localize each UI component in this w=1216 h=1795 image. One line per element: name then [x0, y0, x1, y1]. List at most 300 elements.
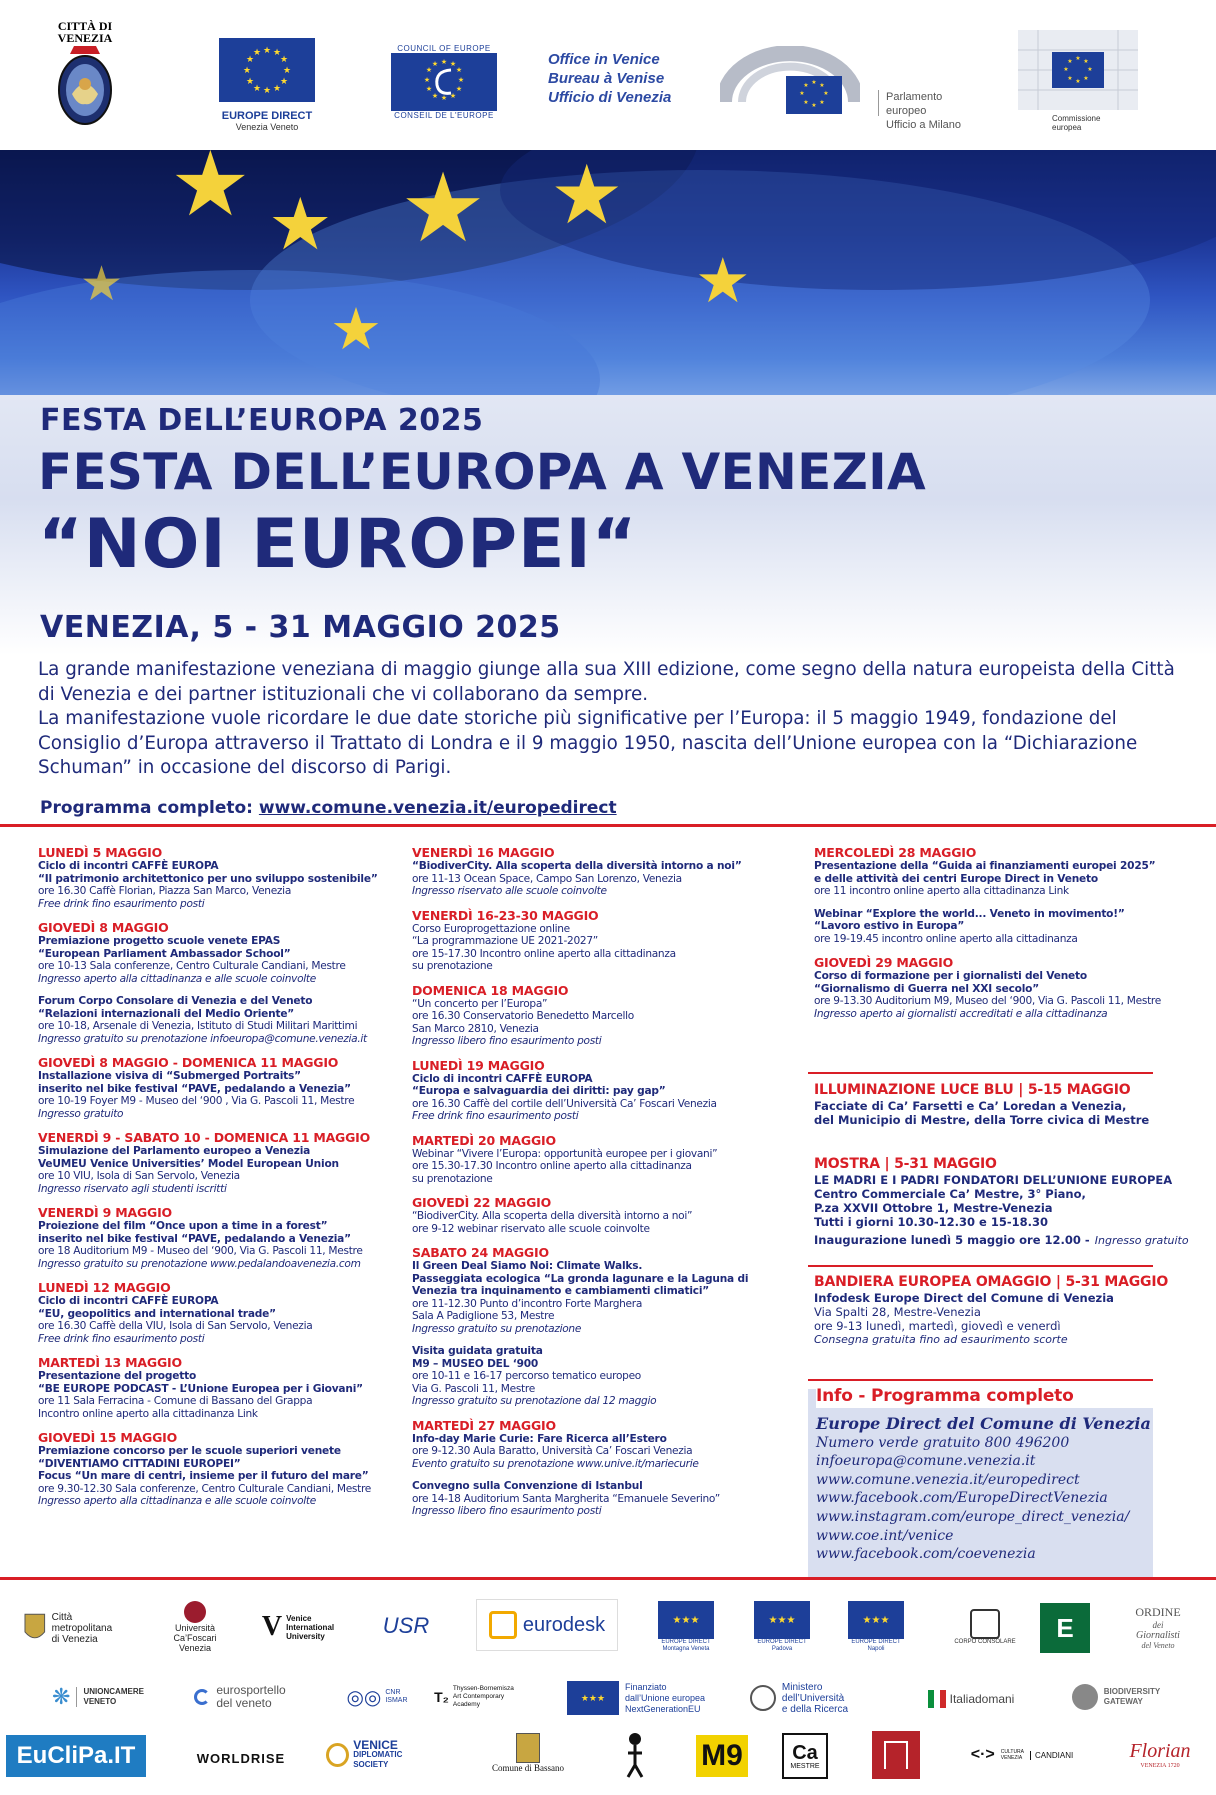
bandiera-line1: Infodesk Europe Direct del Comune di Venezia	[814, 1291, 1114, 1305]
viu-mark-icon: V	[261, 1611, 283, 1642]
thyssen-l3: Academy	[452, 1701, 480, 1708]
consolare-text: CORPO CONSOLARE	[954, 1639, 1016, 1645]
svg-text:★: ★	[252, 48, 262, 58]
ed-flag-icon: ★★★	[658, 1601, 714, 1639]
svg-text:★: ★	[455, 66, 463, 74]
event-title: “Il patrimonio architettonico per uno sviluppo sostenibile”	[38, 872, 378, 885]
italiadomani-logo	[916, 1679, 1026, 1719]
info-email[interactable]: infoeuropa@comune.venezia.it	[816, 1453, 1036, 1470]
red-building-logo-icon	[872, 1731, 920, 1779]
event-title: M9 – MUSEO DEL ‘900	[412, 1357, 539, 1370]
event-date: MARTEDÌ 27 MAGGIO	[412, 1417, 556, 1433]
info-box	[808, 1386, 1153, 1580]
event-detail: ore 16.30 Conservatorio Benedetto Marcello	[412, 1010, 634, 1022]
cnr-ismar-logo	[332, 1677, 422, 1717]
vds-l2: DIPLOMATIC SOCIETY	[353, 1750, 403, 1769]
event-detail: Corso Europrogettazione online	[412, 922, 570, 935]
info-coe-link[interactable]: www.coe.int/venice	[816, 1527, 954, 1544]
florian-name: Florian	[1129, 1739, 1191, 1762]
event-title: Passeggiata ecologica “La gronda lagunare e la Laguna di	[412, 1272, 749, 1285]
office-line1: Office in Venice	[548, 51, 660, 68]
event-date: GIOVEDÌ 8 MAGGIO	[38, 920, 169, 935]
svg-text:★: ★	[431, 60, 439, 68]
coe-bottom-text: CONSEIL DE L'EUROPE	[394, 111, 494, 120]
event-title: Presentazione della “Guida ai finanziamenti europei 2025”	[814, 860, 1156, 872]
mostra-inaug: Inaugurazione lunedì 5 maggio ore 12.00 -	[814, 1233, 1090, 1247]
flag-star-icon: ★	[550, 150, 624, 243]
event-note: Ingresso aperto alla cittadinanza e alle scuole coinvolte	[38, 1495, 316, 1507]
event-note[interactable]: Ingresso gratuito su prenotazione www.pedalandoavenezia.com	[38, 1257, 361, 1270]
svg-text:★: ★	[279, 77, 289, 87]
unioncamere-l1: UNIONCAMERE	[83, 1687, 144, 1696]
m9-logo: M9	[696, 1735, 748, 1777]
event-detail: ore 10 VIU, Isola di San Servolo, Venezia	[38, 1170, 240, 1182]
cafoscari-l1: Università	[174, 1623, 215, 1633]
event-title: e delle attività dei centri Europe Direct in Veneto	[814, 872, 1098, 885]
consolare-seal-icon	[970, 1609, 1000, 1639]
svg-text:★: ★	[811, 102, 817, 109]
info-heading: Info - Programma completo	[816, 1384, 1153, 1408]
ordine-l3: Giornalisti	[1136, 1629, 1180, 1641]
mur-l2: dell’Università	[781, 1692, 845, 1704]
red-divider-top	[0, 824, 1216, 827]
event-detail: ore 16.30 Caffè del cortile dell’Università Ca’ Foscari Venezia	[412, 1097, 717, 1110]
event-detail: ore 15-17.30 Incontro online aperto alla cittadinanza	[412, 947, 676, 960]
cnr-l2: ISMAR	[385, 1697, 408, 1704]
flag-star-icon: ★	[695, 244, 751, 317]
event-detail: ore 11-12.30 Punto d’incontro Forte Marghera	[412, 1297, 643, 1310]
ed-flag-icon: ★★★	[754, 1601, 810, 1639]
svg-text:★: ★	[262, 46, 272, 56]
event-title: “Lavoro estivo in Europa”	[814, 920, 965, 932]
svg-text:★: ★	[425, 66, 433, 74]
event-detail: ore 10-19 Foyer M9 - Museo del ‘900 , Via G. Pascoli 11, Mestre	[38, 1095, 355, 1107]
office-line3: Ufficio di Venezia	[548, 89, 672, 106]
program-event	[412, 1245, 804, 1335]
ed-montagna-logo	[656, 1595, 716, 1659]
svg-text:★: ★	[819, 82, 825, 89]
programma-completo-line	[40, 798, 617, 818]
europe-direct-sub: Venezia Veneto	[235, 122, 299, 132]
event-title: Convegno sulla Convenzione di Istanbul	[412, 1480, 643, 1492]
mostra-line2: Centro Commerciale Ca’ Mestre, 3° Piano,	[814, 1187, 1086, 1201]
event-detail: ore 16.30 Caffè della VIU, Isola di San Servolo, Venezia	[38, 1320, 313, 1332]
program-event	[412, 1195, 804, 1235]
event-detail: “Un concerto per l’Europa”	[412, 997, 548, 1010]
event-title: inserito nel bike festival “PAVE, pedalando a Venezia”	[38, 1082, 351, 1095]
cultura-venezia-logo	[962, 1737, 1082, 1773]
header-logo-bar	[0, 0, 1216, 150]
svg-text:★: ★	[440, 94, 448, 102]
ed-flag-icon: ★★★	[848, 1601, 904, 1639]
euclipa-logo: EuCliPa.IT	[6, 1735, 146, 1777]
europe-direct-logo	[212, 30, 322, 140]
event-detail[interactable]: ore 11 incontro online aperto alla cittadinanza Link	[814, 885, 1069, 897]
bandiera-line4: Consegna gratuita fino ad esaurimento scorte	[814, 1333, 1068, 1346]
svg-text:★: ★	[279, 55, 289, 65]
event-date: VENERDÌ 9 MAGGIO	[38, 1205, 172, 1220]
svg-text:★: ★	[803, 82, 809, 89]
programma-label: Programma completo:	[40, 798, 253, 818]
event-note[interactable]: Evento gratuito su prenotazione www.unive.it/mariecurie	[412, 1457, 699, 1470]
event-note[interactable]: Ingresso gratuito su prenotazione	[412, 1322, 582, 1335]
event-note[interactable]: Ingresso gratuito su prenotazione infoeuropa@comune.venezia.it	[38, 1032, 367, 1045]
event-note: Ingresso gratuito su prenotazione dal 12 maggio	[412, 1395, 657, 1407]
europe-direct-name: EUROPE DIRECT	[221, 110, 313, 122]
svg-text:★: ★	[245, 77, 255, 87]
event-title: Il Green Deal Siamo Noi: Climate Walks.	[412, 1260, 643, 1272]
event-date: GIOVEDÌ 8 MAGGIO - DOMENICA 11 MAGGIO	[38, 1055, 339, 1070]
festa-2025-title: FESTA DELL’EUROPA 2025	[40, 403, 484, 438]
mostra-line4: Tutti i giorni 10.30-12.30 e 15-18.30	[814, 1215, 1049, 1229]
flag-star-icon: ★	[170, 150, 251, 237]
ed-napoli-logo	[846, 1595, 906, 1659]
ca-mestre-logo	[782, 1733, 828, 1779]
program-event	[38, 1055, 408, 1120]
event-title: “European Parliament Ambassador School”	[38, 947, 291, 960]
usr-veneto-logo: USR	[382, 1613, 430, 1638]
event-title: Premiazione concorso per le scuole superiori venete	[38, 1445, 341, 1457]
event-title: inserito nel bike festival “PAVE, pedalando a Venezia”	[38, 1232, 351, 1245]
event-date: LUNEDÌ 19 MAGGIO	[412, 1057, 545, 1073]
eu-flag-icon: ★★★	[567, 1681, 619, 1715]
mostra-line3: P.za XXVII Ottobre 1, Mestre-Venezia	[814, 1201, 1053, 1215]
commission-line1: Commissione	[1052, 114, 1101, 123]
luce-blu-line1: Facciate di Ca’ Farsetti e Ca’ Loredan a Venezia,	[814, 1099, 1127, 1113]
svg-text:★: ★	[1063, 66, 1069, 73]
commission-text	[1018, 114, 1138, 132]
cultura-arrows-icon: <·>	[970, 1746, 995, 1763]
camestre-l1: Ca	[792, 1741, 818, 1764]
program-event	[38, 845, 408, 910]
cafoscari-l3: Venezia	[178, 1643, 211, 1653]
ordine-l4: del Veneto	[1141, 1640, 1175, 1650]
event-detail: “La programmazione UE 2021-2027”	[412, 935, 598, 947]
info-instagram-link[interactable]: www.instagram.com/europe_direct_venezia/	[816, 1508, 1130, 1525]
svg-text:★: ★	[1075, 55, 1081, 62]
dates-title: VENEZIA, 5 - 31 MAGGIO 2025	[40, 610, 561, 645]
venice-crest-icon	[56, 44, 114, 126]
camestre-l2: MESTRE	[790, 1762, 820, 1770]
ed-padova-logo	[752, 1595, 812, 1659]
info-phone: Numero verde gratuito 800 496200	[816, 1434, 1070, 1451]
info-org-name: Europe Direct del Comune di Venezia	[816, 1414, 1151, 1433]
svg-text:★: ★	[272, 84, 282, 94]
vds-l1: VENICE	[353, 1738, 398, 1752]
viu-l2: International	[286, 1622, 335, 1632]
program-event	[814, 955, 1214, 1020]
mostra-block	[814, 1156, 1214, 1248]
event-title: Ciclo di incontri CAFFÈ EUROPA	[38, 1295, 219, 1307]
event-detail: ore 18 Auditorium M9 - Museo del ‘900, Via G. Pascoli 11, Mestre	[38, 1245, 363, 1257]
eurosportello-l1: eurosportello	[216, 1683, 286, 1697]
program-column-3	[814, 845, 1214, 1030]
program-event	[412, 1058, 804, 1123]
event-title: “Europa e salvaguardia dei diritti: pay gap”	[412, 1085, 666, 1097]
event-detail: ore 9-12 webinar riservato alle scuole coinvolte	[412, 1222, 650, 1235]
ed-mv-l2: Montagna Veneta	[662, 1646, 710, 1652]
event-title: Forum Corpo Consolare di Venezia e del Veneto	[38, 995, 313, 1007]
event-date: VENERDÌ 9 - SABATO 10 - DOMENICA 11 MAGGIO	[38, 1130, 371, 1145]
event-date: GIOVEDÌ 29 MAGGIO	[814, 955, 954, 970]
svg-text:★: ★	[1067, 75, 1073, 82]
event-detail: ore 16.30 Caffè Florian, Piazza San Marco, Venezia	[38, 885, 292, 897]
event-detail: “BiodiverCity. Alla scoperta della diversità intorno a noi”	[412, 1210, 693, 1222]
flag-star-icon: ★	[268, 182, 333, 266]
program-event	[814, 845, 1214, 898]
flag-star-icon: ★	[330, 295, 382, 363]
candiani-text: CANDIANI	[1030, 1751, 1073, 1760]
svg-text:★: ★	[1083, 75, 1089, 82]
partner-logos	[0, 1585, 1216, 1795]
svg-text:★: ★	[449, 92, 457, 100]
parlamento-europeo-logo	[720, 46, 980, 131]
event-date: DOMENICA 18 MAGGIO	[412, 982, 569, 998]
event-note: Ingresso riservato agli studenti iscritti	[38, 1182, 227, 1195]
italiadomani-text: Italiadomani	[949, 1692, 1015, 1706]
thyssen-l1: Thyssen-Bornemisza	[452, 1685, 514, 1692]
svg-text:★: ★	[457, 76, 465, 84]
event-detail: ore 11 Sala Ferracina - Comune di Bassano del Grappa	[38, 1395, 313, 1407]
event-detail: ore 10-13 Sala conferenze, Centro Culturale Candiani, Mestre	[38, 960, 346, 972]
svg-text:★: ★	[245, 55, 255, 65]
event-detail: ore 15.30-17.30 Incontro online aperto alla cittadinanza	[412, 1160, 692, 1172]
bassano-text: Comune di Bassano	[492, 1763, 564, 1773]
worldrise-logo: WORLDRISE	[196, 1750, 286, 1766]
event-title: Venezia tra inquinamento e cambiamenti climatici”	[412, 1285, 710, 1297]
comune-bassano-logo	[480, 1725, 576, 1781]
svg-text:★: ★	[1067, 58, 1073, 65]
parliament-divider	[878, 90, 879, 116]
event-title: Visita guidata gratuita	[412, 1345, 543, 1357]
event-title: Installazione visiva di “Submerged Portraits”	[38, 1070, 301, 1082]
metro-crest-icon	[24, 1612, 46, 1644]
florian-sub: VENEZIA 1720	[1140, 1762, 1180, 1769]
event-title: “BE EUROPE PODCAST - L’Unione Europea per i Giovani”	[38, 1382, 363, 1395]
event-date: SABATO 24 MAGGIO	[412, 1245, 549, 1260]
eurosportello-l2: del veneto	[216, 1696, 272, 1710]
program-event	[814, 908, 1214, 946]
event-title: “Relazioni internazionali del Medio Oriente”	[38, 1007, 295, 1020]
intro-paragraph-2: La manifestazione vuole ricordare le due date storiche più significative per l’Europa: il 5 maggio 1949, fondazione del Consiglio d’Europa attraverso il Trattato di Londra e il 9 maggio 1950, nascita dell’Unione europea con la “Dichiarazione Schuman” in occasione del discorso di Parigi.	[38, 708, 1138, 778]
ca-foscari-logo	[160, 1595, 230, 1659]
ordine-giornalisti-logo	[1118, 1597, 1198, 1657]
mostra-heading: MOSTRA | 5-31 MAGGIO	[814, 1156, 997, 1172]
parliament-line2: Ufficio a Milano	[886, 119, 961, 131]
info-facebook-link[interactable]: www.facebook.com/EuropeDirectVenezia	[816, 1490, 1108, 1507]
event-title: Premiazione progetto scuole venete EPAS	[38, 935, 281, 947]
program-event	[412, 983, 804, 1048]
program-event	[38, 920, 408, 985]
title-area	[0, 395, 1216, 655]
ordine-l2: dei	[1152, 1619, 1164, 1630]
event-title: Focus “Un mare di centri, insieme per il futuro del mare”	[38, 1470, 369, 1482]
eurodesk-logo	[476, 1599, 618, 1651]
flag-star-icon: ★	[400, 152, 487, 264]
info-coe-facebook-link[interactable]: www.facebook.com/coevenezia	[816, 1546, 1036, 1563]
event-title: VeUMEU Venice Universities’ Model European Union	[38, 1157, 339, 1170]
parliament-line1: Parlamento europeo	[886, 91, 943, 117]
coe-emblem-icon	[391, 53, 497, 111]
thyssen-l2: Art Contemporary	[452, 1693, 505, 1700]
parliament-hemicycle-icon	[720, 46, 860, 120]
program-event	[412, 1133, 804, 1186]
bandiera-block	[814, 1274, 1214, 1347]
event-detail: ore 11-13 Ocean Space, Campo San Lorenzo, Venezia	[412, 872, 682, 885]
svg-text:★: ★	[282, 66, 292, 76]
eurosportello-logo	[180, 1677, 300, 1717]
event-note: Ingresso riservato alle scuole coinvolte	[412, 885, 607, 897]
viu-l3: University	[286, 1631, 325, 1641]
commission-line2: europea	[1052, 123, 1082, 132]
svg-text:★: ★	[252, 84, 262, 94]
event-note: Free drink fino esaurimento posti	[38, 897, 205, 910]
eurosportello-icon	[194, 1689, 210, 1705]
corpo-consolare-logo	[940, 1599, 1030, 1655]
red-divider-bottom	[0, 1577, 1216, 1580]
eu-flag-icon	[219, 38, 315, 102]
noi-europei-title: “NOI EUROPEI“	[38, 505, 638, 584]
intro-paragraph-1: La grande manifestazione veneziana di maggio giunge alla sua XIII edizione, come segno della natura europeista della Città di Venezia e dei partner istituzionali che vi collaborano da sempre.	[38, 659, 1175, 705]
svg-text:★: ★	[803, 99, 809, 106]
program-event	[412, 845, 804, 898]
event-title: “BiodiverCity. Alla scoperta della diversità intorno a noi”	[412, 860, 742, 872]
program-column-2	[412, 845, 804, 1528]
parliament-text	[886, 90, 980, 132]
viu-logo	[250, 1605, 346, 1649]
eu-flag-banner	[0, 150, 1216, 395]
event-detail: ore 10-18, Arsenale di Venezia, Istituto di Studi Militari Marittimi	[38, 1020, 358, 1032]
event-date: GIOVEDÌ 22 MAGGIO	[412, 1195, 552, 1210]
red-divider-luce	[808, 1072, 1153, 1074]
event-detail: Sala A Padiglione 53, Mestre	[412, 1310, 555, 1322]
mur-logo	[740, 1675, 858, 1721]
event-date: MARTEDÌ 13 MAGGIO	[38, 1355, 182, 1370]
green-e-logo-icon: E	[1040, 1603, 1090, 1653]
commissione-europea-logo	[1018, 30, 1138, 132]
event-note: Free drink fino esaurimento posti	[412, 1110, 579, 1122]
ordine-l1: ORDINE	[1135, 1604, 1181, 1619]
program-event	[38, 1205, 408, 1270]
florian-logo	[1112, 1731, 1208, 1777]
ed-mv-l1: EUROPE DIRECT	[661, 1639, 711, 1645]
programma-link[interactable]: www.comune.venezia.it/europedirect	[258, 798, 617, 818]
event-title: Proiezione del film “Once upon a time in a forest”	[38, 1220, 328, 1232]
event-detail: ore 14-18 Auditorium Santa Margherita “Emanuele Severino”	[412, 1492, 720, 1505]
ed-na-l2: Napoli	[867, 1646, 885, 1652]
svg-text:★: ★	[440, 58, 448, 66]
event-date: VENERDÌ 16-23-30 MAGGIO	[412, 907, 599, 923]
festa-venezia-title: FESTA DELL’EUROPA A VENEZIA	[38, 443, 927, 501]
commission-building-icon	[1018, 30, 1138, 110]
svg-text:★: ★	[1075, 78, 1081, 85]
unioncamere-l2: VENETO	[83, 1697, 117, 1706]
svg-text:★: ★	[799, 90, 805, 97]
event-title: Webinar “Explore the world... Veneto in movimento!”	[814, 907, 1125, 920]
event-note: Ingresso libero fino esaurimento posti	[412, 1035, 602, 1047]
program-event	[412, 908, 804, 973]
info-web-link[interactable]: www.comune.venezia.it/europedirect	[816, 1471, 1080, 1488]
city-line1: CITTÀ DI	[57, 19, 113, 33]
program-event	[38, 1430, 408, 1508]
luce-blu-heading: ILLUMINAZIONE LUCE BLU | 5-15 MAGGIO	[814, 1082, 1131, 1098]
bandiera-line2: Via Spalti 28, Mestre-Venezia	[814, 1305, 981, 1319]
council-of-europe-logo	[388, 36, 500, 128]
ed-na-l1: EUROPE DIRECT	[851, 1639, 901, 1645]
biodiv-l2: GATEWAY	[1103, 1697, 1143, 1706]
cultura-l2: VENEZIA	[1000, 1755, 1023, 1761]
nextgeneu-logo	[556, 1675, 716, 1721]
ed-pd-l2: Padova	[771, 1646, 793, 1652]
event-detail[interactable]: Incontro online aperto alla cittadinanza Link	[38, 1407, 258, 1420]
event-title: Ciclo di incontri CAFFÈ EUROPA	[38, 860, 219, 872]
cnr-l1: CNR	[385, 1689, 401, 1696]
bandiera-line3: ore 9-13 lunedì, martedì, giovedì e venerdì	[814, 1319, 1061, 1333]
ngeu-l1: Finanziato	[624, 1681, 667, 1692]
event-detail: ore 19-19.45 incontro online aperto alla cittadinanza	[814, 932, 1078, 945]
mostra-gratuito: Ingresso gratuito	[1094, 1234, 1189, 1247]
cafoscari-l2: Ca’Foscari	[173, 1633, 217, 1643]
event-detail: ore 9-13.30 Auditorium M9, Museo del ‘900, Via G. Pascoli 11, Mestre	[814, 995, 1161, 1007]
svg-text:★: ★	[449, 60, 457, 68]
info-lines	[816, 1415, 1151, 1564]
program-column-1	[38, 845, 408, 1518]
event-detail[interactable]: su prenotazione	[412, 960, 493, 972]
event-detail[interactable]: su prenotazione	[412, 1172, 493, 1185]
program-event	[412, 1345, 804, 1408]
svg-text:★: ★	[455, 85, 463, 93]
event-note: Free drink fino esaurimento posti	[38, 1332, 205, 1345]
ngeu-l3: NextGenerationEU	[624, 1703, 701, 1714]
event-detail: San Marco 2810, Venezia	[412, 1022, 539, 1035]
mur-l3: e della Ricerca	[781, 1703, 849, 1715]
program-event	[38, 1280, 408, 1345]
event-date: MERCOLEDÌ 28 MAGGIO	[814, 845, 977, 860]
program-event	[412, 1480, 804, 1518]
unioncamere-icon: ❋	[52, 1684, 71, 1709]
mur-l1: Ministero	[781, 1681, 823, 1693]
program-event	[412, 1418, 804, 1471]
event-title: Ciclo di incontri CAFFÈ EUROPA	[412, 1072, 593, 1085]
svg-text:★: ★	[272, 48, 282, 58]
figure-sketch-logo-icon	[612, 1727, 658, 1781]
mostra-line1: LE MADRI E I PADRI FONDATORI DELL’UNIONE EUROPEA	[814, 1173, 1173, 1187]
citta-di-venezia-logo	[50, 18, 120, 128]
thyssen-logo	[424, 1677, 524, 1717]
cultura-l1: CULTURA	[1000, 1749, 1025, 1755]
event-title: “Giornalismo di Guerra nel XXI secolo”	[814, 982, 1039, 995]
svg-text:★: ★	[819, 99, 825, 106]
office-in-venice	[548, 50, 678, 107]
ngeu-l2: dall’Unione europea	[624, 1692, 706, 1703]
office-line2: Bureau à Venise	[548, 70, 665, 87]
program-event	[38, 1130, 408, 1195]
unioncamere-logo	[38, 1677, 158, 1717]
event-date: LUNEDÌ 12 MAGGIO	[38, 1280, 171, 1295]
event-detail: Via G. Pascoli 11, Mestre	[412, 1382, 535, 1395]
flag-star-icon: ★	[80, 256, 124, 312]
tba21-mark-icon: T₂	[434, 1689, 449, 1705]
cafoscari-seal-icon	[184, 1601, 206, 1623]
eurodesk-e-icon	[489, 1611, 517, 1639]
event-title: Corso di formazione per i giornalisti del Veneto	[814, 970, 1087, 982]
svg-text:★: ★	[1083, 58, 1089, 65]
viu-l1: Venice	[286, 1613, 312, 1623]
event-date: GIOVEDÌ 15 MAGGIO	[38, 1430, 178, 1445]
svg-text:★: ★	[811, 79, 817, 86]
mostra-line5	[814, 1229, 1214, 1248]
city-line2: VENEZIA	[57, 31, 113, 45]
